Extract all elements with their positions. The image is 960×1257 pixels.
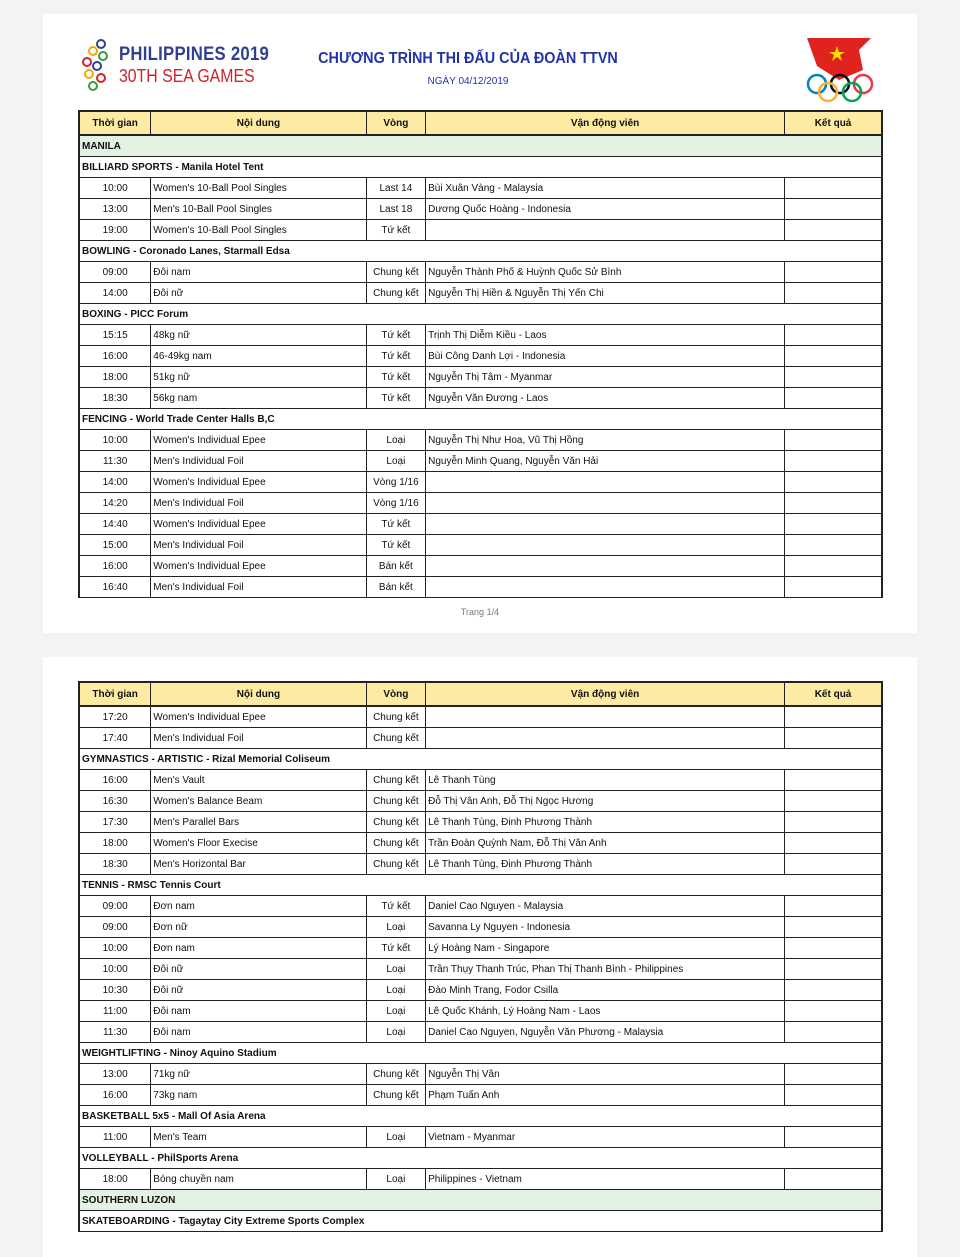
- venue-header-row: [79, 157, 882, 178]
- cell-athletes: [426, 472, 785, 493]
- table-row: [79, 388, 882, 409]
- column-header-event: Nội dung: [151, 111, 366, 135]
- cell-round: Chung kết: [366, 791, 425, 812]
- venue-header-row: [79, 304, 882, 325]
- cell-result: [785, 812, 882, 833]
- cell-time: 18:30: [79, 388, 151, 409]
- table-row: [79, 577, 882, 598]
- cell-result: [785, 472, 882, 493]
- cell-round: Chung kết: [366, 706, 425, 728]
- cell-event: Men's Vault: [151, 770, 366, 791]
- cell-time: 10:00: [79, 178, 151, 199]
- cell-athletes: Nguyễn Minh Quang, Nguyễn Văn Hải: [426, 451, 785, 472]
- cell-result: [785, 728, 882, 749]
- venue-header-row: [79, 241, 882, 262]
- cell-athletes: Savanna Ly Nguyen - Indonesia: [426, 917, 785, 938]
- cell-round: Tứ kết: [366, 367, 425, 388]
- cell-event: Men's Individual Foil: [151, 493, 366, 514]
- cell-event: Đôi nam: [151, 1001, 366, 1022]
- cell-result: [785, 1001, 882, 1022]
- cell-result: [785, 959, 882, 980]
- cell-time: 10:00: [79, 430, 151, 451]
- table-row: [79, 770, 882, 791]
- column-header-event: Nội dung: [151, 682, 366, 706]
- sea-games-rings-icon: [79, 36, 115, 94]
- venue-label: WEIGHTLIFTING - Ninoy Aquino Stadium: [79, 1043, 882, 1064]
- cell-event: Men's Individual Foil: [151, 451, 366, 472]
- cell-time: 11:30: [79, 451, 151, 472]
- cell-athletes: [426, 535, 785, 556]
- cell-event: Đôi nữ: [151, 283, 366, 304]
- table-row: [79, 1001, 882, 1022]
- cell-athletes: Bùi Công Danh Lợi - Indonesia: [426, 346, 785, 367]
- cell-athletes: [426, 728, 785, 749]
- cell-round: Chung kết: [366, 1064, 425, 1085]
- sea-games-logo: [79, 36, 270, 94]
- cell-event: Men's Team: [151, 1127, 366, 1148]
- table-row: [79, 980, 882, 1001]
- cell-time: 18:30: [79, 854, 151, 875]
- cell-result: [785, 514, 882, 535]
- cell-event: 46-49kg nam: [151, 346, 366, 367]
- table-row: [79, 220, 882, 241]
- column-header-athletes: Vận động viên: [426, 682, 785, 706]
- cell-event: Women's 10-Ball Pool Singles: [151, 178, 366, 199]
- cell-result: [785, 367, 882, 388]
- cell-athletes: [426, 577, 785, 598]
- cell-event: Đơn nam: [151, 896, 366, 917]
- venue-label: BASKETBALL 5x5 - Mall Of Asia Arena: [79, 1106, 882, 1127]
- column-header-athletes: Vận động viên: [426, 111, 785, 135]
- cell-time: 11:00: [79, 1127, 151, 1148]
- cell-result: [785, 770, 882, 791]
- cell-round: Last 18: [366, 199, 425, 220]
- cell-time: 18:00: [79, 367, 151, 388]
- cell-athletes: Phạm Tuấn Anh: [426, 1085, 785, 1106]
- cell-time: 13:00: [79, 1064, 151, 1085]
- cell-round: Loại: [366, 1022, 425, 1043]
- cell-round: Loại: [366, 917, 425, 938]
- table-row: [79, 262, 882, 283]
- cell-round: Loại: [366, 980, 425, 1001]
- cell-result: [785, 833, 882, 854]
- cell-time: 14:00: [79, 283, 151, 304]
- cell-result: [785, 178, 882, 199]
- cell-time: 09:00: [79, 896, 151, 917]
- cell-time: 09:00: [79, 917, 151, 938]
- cell-round: Loại: [366, 451, 425, 472]
- cell-time: 11:00: [79, 1001, 151, 1022]
- schedule-page-1: [43, 14, 917, 633]
- cell-time: 16:00: [79, 346, 151, 367]
- cell-result: [785, 535, 882, 556]
- cell-athletes: Bùi Xuân Vàng - Malaysia: [426, 178, 785, 199]
- cell-event: Đơn nữ: [151, 917, 366, 938]
- cell-athletes: Daniel Cao Nguyen - Malaysia: [426, 896, 785, 917]
- cell-time: 16:00: [79, 770, 151, 791]
- cell-event: 51kg nữ: [151, 367, 366, 388]
- table-row: [79, 833, 882, 854]
- table-row: [79, 917, 882, 938]
- region-label: SOUTHERN LUZON: [79, 1190, 882, 1211]
- cell-event: Đôi nữ: [151, 980, 366, 1001]
- region-header-row: [79, 1190, 882, 1211]
- venue-label: BOWLING - Coronado Lanes, Starmall Edsa: [79, 241, 882, 262]
- column-header-time: Thời gian: [79, 682, 151, 706]
- logo-title: PHILIPPINES 2019: [119, 44, 270, 65]
- cell-athletes: Philippines - Vietnam: [426, 1169, 785, 1190]
- cell-event: Women's 10-Ball Pool Singles: [151, 220, 366, 241]
- venue-header-row: [79, 1043, 882, 1064]
- cell-event: Bóng chuyền nam: [151, 1169, 366, 1190]
- cell-time: 10:00: [79, 938, 151, 959]
- cell-athletes: [426, 514, 785, 535]
- table-row: [79, 556, 882, 577]
- venue-label: BILLIARD SPORTS - Manila Hotel Tent: [79, 157, 882, 178]
- venue-header-row: [79, 409, 882, 430]
- cell-athletes: Lê Quốc Khánh, Lý Hoàng Nam - Laos: [426, 1001, 785, 1022]
- cell-event: 48kg nữ: [151, 325, 366, 346]
- cell-round: Tứ kết: [366, 220, 425, 241]
- vietnam-olympic-emblem-icon: [803, 36, 879, 102]
- table-row: [79, 514, 882, 535]
- cell-time: 16:00: [79, 556, 151, 577]
- cell-event: Đôi nam: [151, 1022, 366, 1043]
- cell-event: Đơn nam: [151, 938, 366, 959]
- cell-event: Women's Individual Epee: [151, 706, 366, 728]
- cell-result: [785, 220, 882, 241]
- page-number: Trang 1/4: [460, 607, 500, 617]
- cell-round: Chung kết: [366, 1085, 425, 1106]
- cell-event: Đôi nam: [151, 262, 366, 283]
- venue-header-row: [79, 1106, 882, 1127]
- table-row: [79, 896, 882, 917]
- cell-result: [785, 451, 882, 472]
- cell-athletes: Vietnam - Myanmar: [426, 1127, 785, 1148]
- cell-round: Bán kết: [366, 556, 425, 577]
- venue-label: SKATEBOARDING - Tagaytay City Extreme Sports Complex: [79, 1211, 882, 1232]
- logo-subtitle: 30TH SEA GAMES: [119, 66, 255, 86]
- cell-event: Women's Individual Epee: [151, 556, 366, 577]
- cell-athletes: Trịnh Thị Diễm Kiều - Laos: [426, 325, 785, 346]
- cell-athletes: [426, 706, 785, 728]
- table-row: [79, 283, 882, 304]
- cell-athletes: Trần Đoàn Quỳnh Nam, Đỗ Thị Vân Anh: [426, 833, 785, 854]
- venue-header-row: [79, 1211, 882, 1232]
- cell-event: Women's Individual Epee: [151, 430, 366, 451]
- table-row: [79, 1022, 882, 1043]
- schedule-table: [78, 681, 883, 1232]
- cell-result: [785, 430, 882, 451]
- table-row: [79, 1169, 882, 1190]
- table-row: [79, 325, 882, 346]
- table-row: [79, 706, 882, 728]
- cell-round: Loại: [366, 1001, 425, 1022]
- cell-athletes: Dương Quốc Hoàng - Indonesia: [426, 199, 785, 220]
- document-date: NGÀY 04/12/2019: [427, 76, 509, 87]
- column-header-time: Thời gian: [79, 111, 151, 135]
- cell-round: Tứ kết: [366, 938, 425, 959]
- cell-event: Đôi nữ: [151, 959, 366, 980]
- cell-athletes: [426, 556, 785, 577]
- cell-round: Chung kết: [366, 262, 425, 283]
- cell-athletes: Đỗ Thị Vân Anh, Đỗ Thị Ngọc Hương: [426, 791, 785, 812]
- table-row: [79, 938, 882, 959]
- table-row: [79, 472, 882, 493]
- cell-athletes: Lê Thanh Tùng, Đinh Phương Thành: [426, 812, 785, 833]
- cell-round: Tứ kết: [366, 896, 425, 917]
- cell-round: Vòng 1/16: [366, 493, 425, 514]
- cell-time: 18:00: [79, 1169, 151, 1190]
- cell-round: Tứ kết: [366, 325, 425, 346]
- cell-result: [785, 325, 882, 346]
- cell-time: 14:00: [79, 472, 151, 493]
- cell-event: Men's Individual Foil: [151, 577, 366, 598]
- table-header-row: [79, 111, 882, 135]
- table-row: [79, 535, 882, 556]
- table-row: [79, 367, 882, 388]
- cell-event: Men's Individual Foil: [151, 535, 366, 556]
- cell-round: Chung kết: [366, 833, 425, 854]
- cell-round: Loại: [366, 430, 425, 451]
- table-row: [79, 812, 882, 833]
- column-header-round: Vòng: [366, 682, 425, 706]
- table-row: [79, 1064, 882, 1085]
- cell-time: 14:20: [79, 493, 151, 514]
- cell-athletes: Nguyễn Thành Phố & Huỳnh Quốc Sử Bình: [426, 262, 785, 283]
- cell-time: 17:30: [79, 812, 151, 833]
- cell-round: Last 14: [366, 178, 425, 199]
- table-row: [79, 959, 882, 980]
- venue-header-row: [79, 1148, 882, 1169]
- cell-result: [785, 388, 882, 409]
- cell-athletes: [426, 493, 785, 514]
- cell-round: Loại: [366, 1169, 425, 1190]
- cell-time: 10:30: [79, 980, 151, 1001]
- cell-time: 15:00: [79, 535, 151, 556]
- cell-result: [785, 346, 882, 367]
- table-row: [79, 728, 882, 749]
- table-row: [79, 346, 882, 367]
- schedule-table: [78, 110, 883, 598]
- table-row: [79, 199, 882, 220]
- cell-result: [785, 1127, 882, 1148]
- column-header-round: Vòng: [366, 111, 425, 135]
- column-header-result: Kết quả: [785, 682, 882, 706]
- cell-round: Tứ kết: [366, 535, 425, 556]
- region-header-row: [79, 135, 882, 157]
- cell-time: 17:20: [79, 706, 151, 728]
- cell-result: [785, 1022, 882, 1043]
- cell-time: 13:00: [79, 199, 151, 220]
- cell-result: [785, 556, 882, 577]
- table-row: [79, 430, 882, 451]
- column-header-result: Kết quả: [785, 111, 882, 135]
- cell-time: 17:40: [79, 728, 151, 749]
- table-row: [79, 493, 882, 514]
- cell-event: 71kg nữ: [151, 1064, 366, 1085]
- cell-athletes: [426, 220, 785, 241]
- cell-round: Chung kết: [366, 770, 425, 791]
- cell-result: [785, 199, 882, 220]
- table-row: [79, 854, 882, 875]
- cell-result: [785, 283, 882, 304]
- table-row: [79, 791, 882, 812]
- cell-result: [785, 854, 882, 875]
- cell-result: [785, 577, 882, 598]
- cell-athletes: Nguyễn Thị Như Hoa, Vũ Thị Hồng: [426, 430, 785, 451]
- cell-round: Loại: [366, 959, 425, 980]
- cell-event: Men's Individual Foil: [151, 728, 366, 749]
- cell-result: [785, 1085, 882, 1106]
- cell-athletes: Lê Thanh Tùng: [426, 770, 785, 791]
- cell-athletes: Lê Thanh Tùng, Đinh Phương Thành: [426, 854, 785, 875]
- venue-header-row: [79, 875, 882, 896]
- venue-label: BOXING - PICC Forum: [79, 304, 882, 325]
- venue-header-row: [79, 749, 882, 770]
- cell-round: Bán kết: [366, 577, 425, 598]
- cell-time: 18:00: [79, 833, 151, 854]
- table-row: [79, 1127, 882, 1148]
- cell-event: Women's Individual Epee: [151, 472, 366, 493]
- cell-time: 11:30: [79, 1022, 151, 1043]
- cell-time: 16:30: [79, 791, 151, 812]
- cell-result: [785, 896, 882, 917]
- cell-result: [785, 917, 882, 938]
- cell-event: Women's Individual Epee: [151, 514, 366, 535]
- cell-event: Men's Horizontal Bar: [151, 854, 366, 875]
- cell-round: Chung kết: [366, 854, 425, 875]
- table-row: [79, 178, 882, 199]
- cell-result: [785, 262, 882, 283]
- document-title: CHƯƠNG TRÌNH THI ĐẤU CỦA ĐOÀN TTVN: [318, 50, 618, 67]
- cell-round: Tứ kết: [366, 514, 425, 535]
- cell-round: Chung kết: [366, 283, 425, 304]
- cell-time: 16:40: [79, 577, 151, 598]
- table-header-row: [79, 682, 882, 706]
- venue-label: GYMNASTICS - ARTISTIC - Rizal Memorial Coliseum: [79, 749, 882, 770]
- cell-round: Chung kết: [366, 812, 425, 833]
- cell-round: Chung kết: [366, 728, 425, 749]
- cell-event: Men's Parallel Bars: [151, 812, 366, 833]
- cell-round: Vòng 1/16: [366, 472, 425, 493]
- cell-athletes: Nguyễn Văn Đương - Laos: [426, 388, 785, 409]
- cell-time: 16:00: [79, 1085, 151, 1106]
- cell-athletes: Nguyễn Thị Hiền & Nguyễn Thị Yến Chi: [426, 283, 785, 304]
- cell-result: [785, 980, 882, 1001]
- cell-result: [785, 493, 882, 514]
- cell-round: Tứ kết: [366, 388, 425, 409]
- cell-athletes: Nguyễn Thị Tâm - Myanmar: [426, 367, 785, 388]
- schedule-page-2: [43, 657, 917, 1257]
- region-label: MANILA: [79, 135, 882, 157]
- cell-result: [785, 1064, 882, 1085]
- cell-time: 10:00: [79, 959, 151, 980]
- cell-time: 14:40: [79, 514, 151, 535]
- cell-time: 09:00: [79, 262, 151, 283]
- cell-round: Tứ kết: [366, 346, 425, 367]
- cell-time: 19:00: [79, 220, 151, 241]
- cell-event: Women's Balance Beam: [151, 791, 366, 812]
- venue-label: VOLLEYBALL - PhilSports Arena: [79, 1148, 882, 1169]
- cell-athletes: Daniel Cao Nguyen, Nguyễn Văn Phương - Malaysia: [426, 1022, 785, 1043]
- venue-label: FENCING - World Trade Center Halls B,C: [79, 409, 882, 430]
- cell-time: 15:15: [79, 325, 151, 346]
- cell-athletes: Đào Minh Trang, Fodor Csilla: [426, 980, 785, 1001]
- cell-athletes: Nguyễn Thị Vân: [426, 1064, 785, 1085]
- cell-event: 56kg nam: [151, 388, 366, 409]
- cell-athletes: Trần Thụy Thanh Trúc, Phan Thị Thanh Bình - Philippines: [426, 959, 785, 980]
- cell-result: [785, 938, 882, 959]
- cell-event: 73kg nam: [151, 1085, 366, 1106]
- table-row: [79, 1085, 882, 1106]
- cell-result: [785, 791, 882, 812]
- table-row: [79, 451, 882, 472]
- cell-result: [785, 706, 882, 728]
- cell-athletes: Lý Hoàng Nam - Singapore: [426, 938, 785, 959]
- cell-result: [785, 1169, 882, 1190]
- cell-event: Women's Floor Execise: [151, 833, 366, 854]
- cell-event: Men's 10-Ball Pool Singles: [151, 199, 366, 220]
- cell-round: Loại: [366, 1127, 425, 1148]
- venue-label: TENNIS - RMSC Tennis Court: [79, 875, 882, 896]
